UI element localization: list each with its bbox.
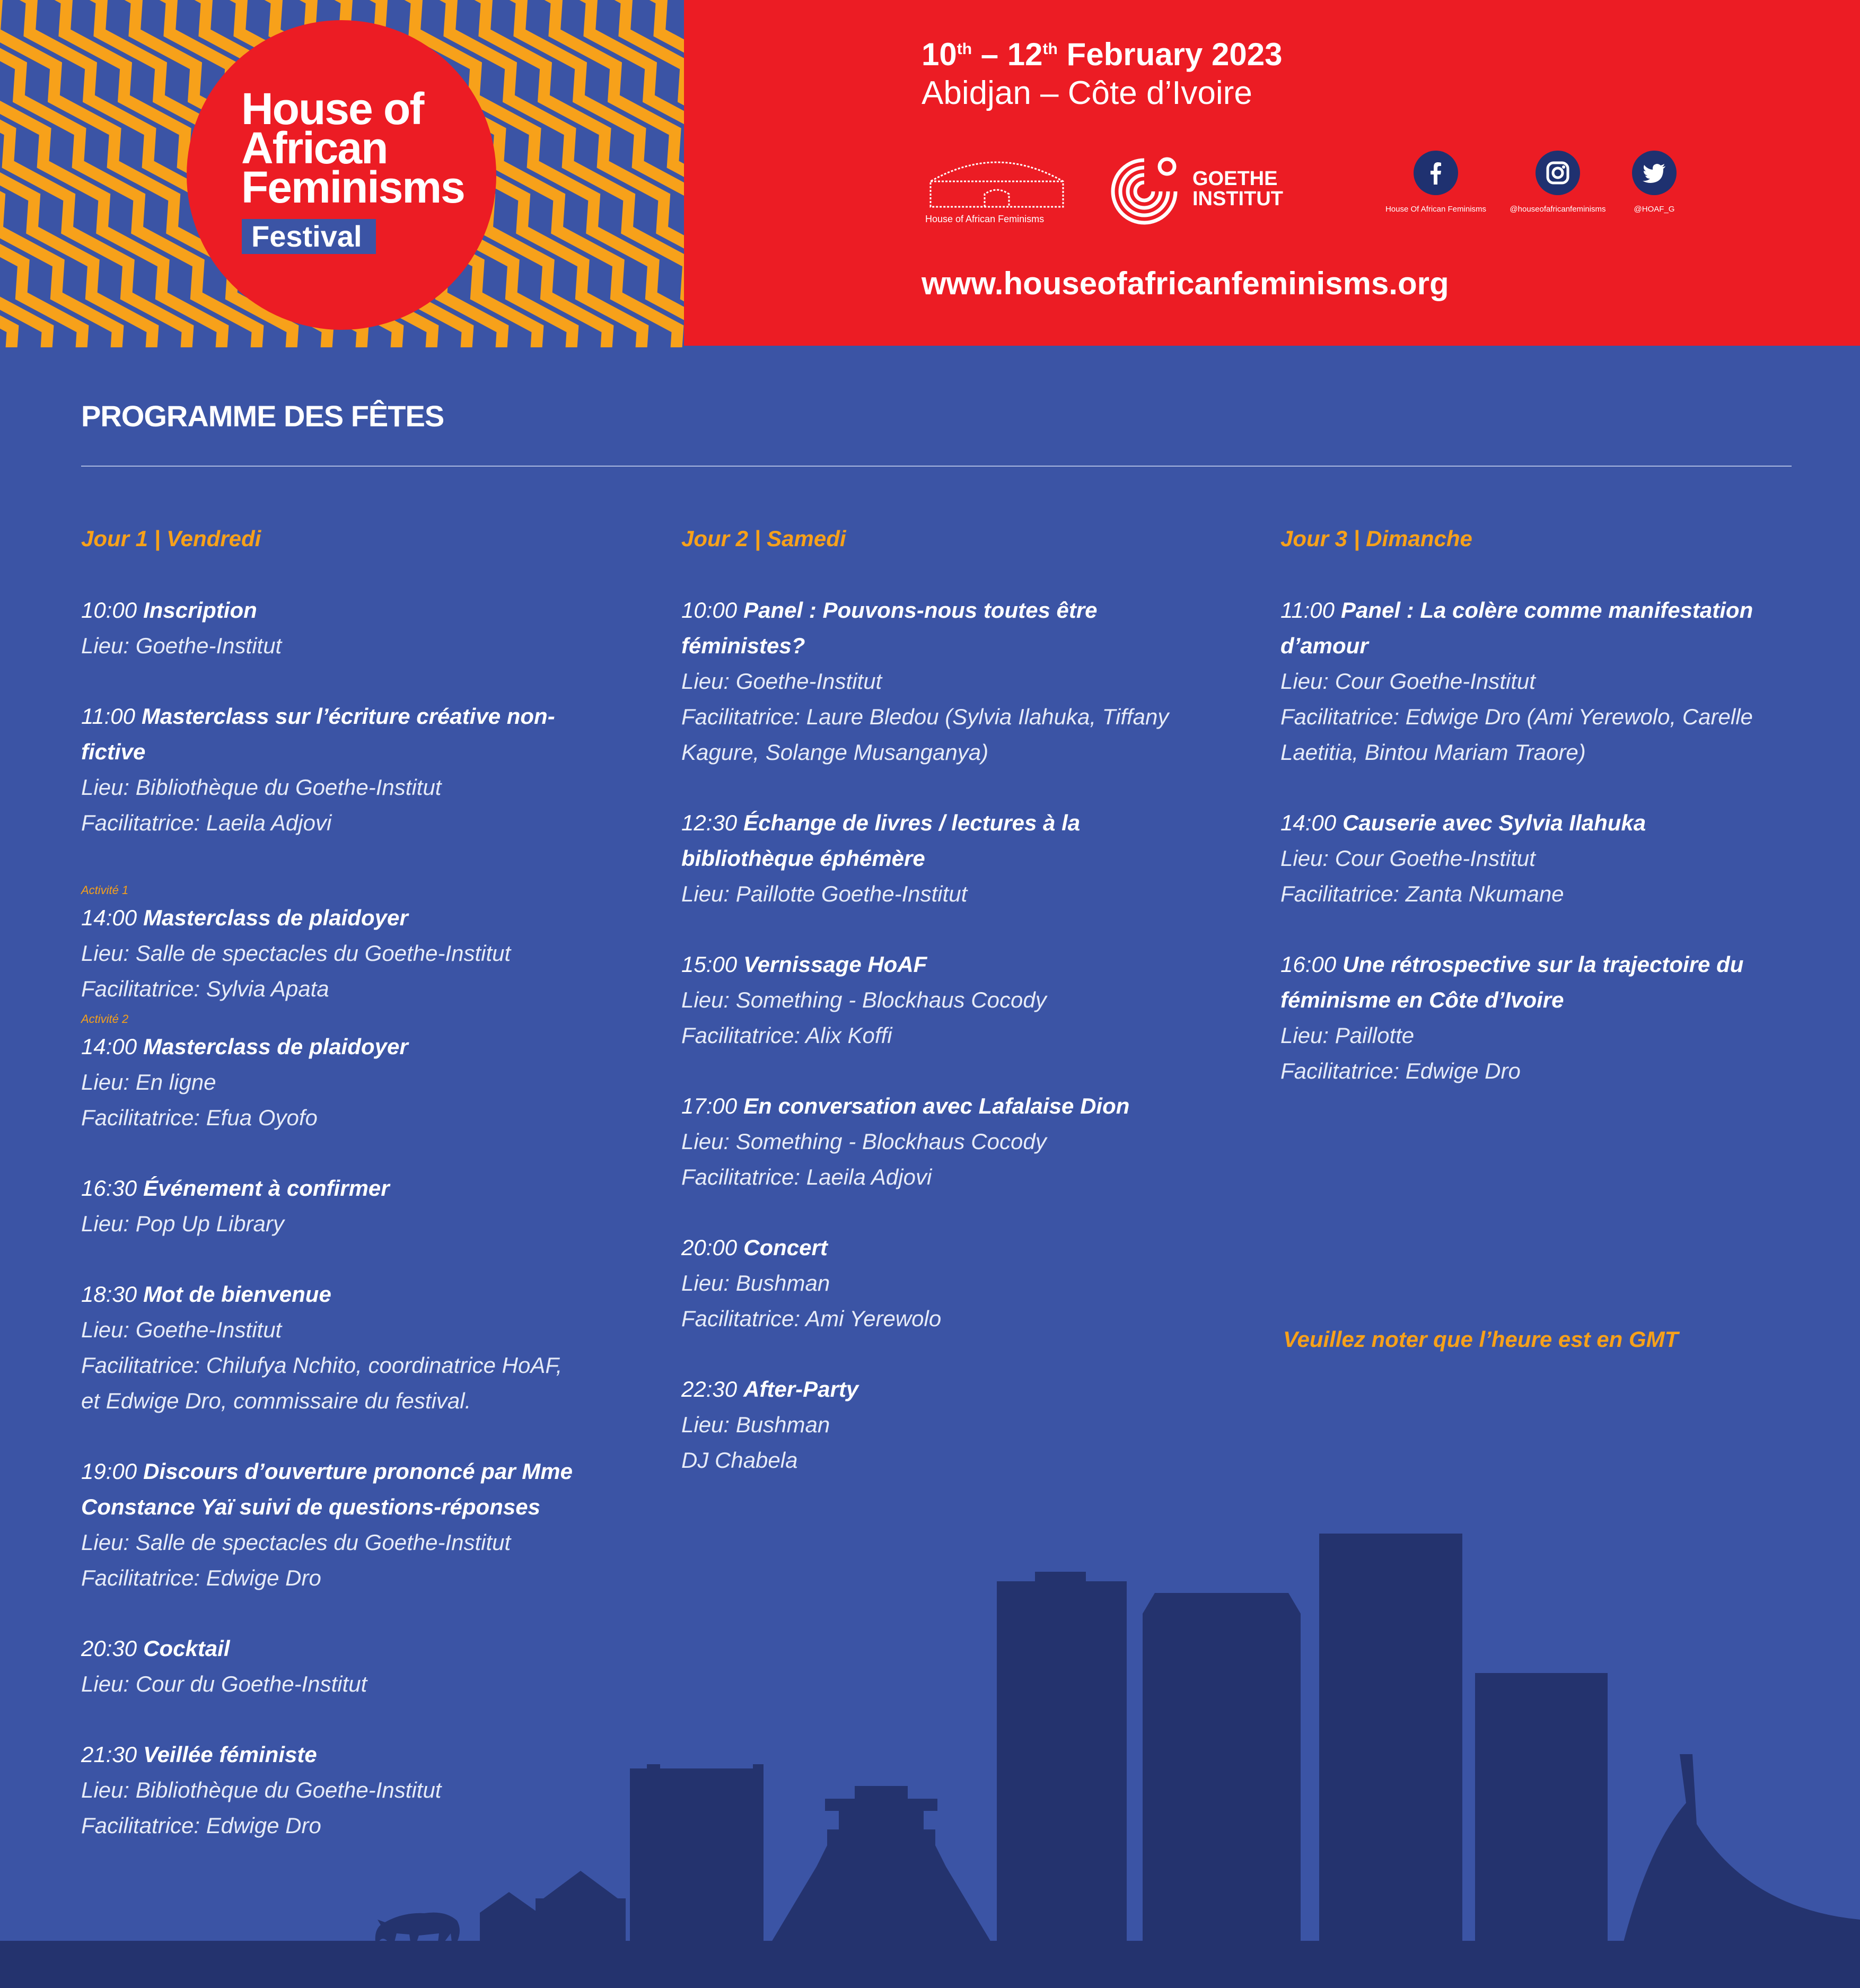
event-time: 22:30 [681, 1377, 738, 1402]
event-title: En conversation avec Lafalaise Dion [743, 1093, 1130, 1118]
event-detail: Facilitatrice: Chilufya Nchito, coordinatrice HoAF, [81, 1353, 563, 1378]
event-detail: Lieu: Goethe-Institut [81, 633, 282, 658]
event-detail: Facilitatrice: Laeila Adjovi [81, 810, 332, 835]
event-time: 18:30 [81, 1282, 137, 1307]
tower-2 [1143, 1593, 1301, 1942]
twitter-icon[interactable] [1632, 151, 1677, 195]
event-detail: Facilitatrice: Ami Yerewolo [681, 1306, 942, 1331]
logo-title-line-2: African [241, 123, 388, 173]
goethe-wordmark-line-2: INSTITUT [1192, 188, 1283, 210]
event-title: Masterclass de plaidoyer [143, 905, 408, 930]
event-time: 19:00 [81, 1459, 137, 1484]
event-item [81, 1276, 611, 1418]
event-item [681, 1088, 1212, 1195]
event-detail: Lieu: En ligne [81, 1070, 216, 1094]
event-time: 10:00 [681, 598, 738, 623]
event-time: 14:00 [81, 905, 137, 930]
twitter-glyph [1641, 160, 1668, 186]
instagram-icon[interactable] [1536, 151, 1580, 195]
website-link[interactable]: www.houseofafricanfeminisms.org [922, 266, 1449, 301]
event-item [1280, 805, 1811, 912]
facebook-handle[interactable]: House Of African Feminisms [1385, 205, 1487, 214]
pagoda-building [771, 1786, 991, 1942]
goethe-institut-icon [1104, 152, 1184, 231]
event-location: Abidjan – Côte d’Ivoire [922, 75, 1252, 111]
event-heading [81, 900, 611, 935]
event-time: 10:00 [81, 598, 137, 623]
programme-title: PROGRAMME DES FÊTES [81, 399, 444, 433]
event-heading [681, 1230, 1212, 1265]
event-heading [81, 1170, 611, 1206]
event-detail: Lieu: Bushman [681, 1412, 830, 1437]
event-title: Masterclass de plaidoyer [143, 1034, 408, 1059]
event-title: Événement à confirmer [143, 1176, 390, 1201]
social-twitter[interactable] [1585, 151, 1723, 214]
tower-4 [1475, 1673, 1608, 1942]
event-item [681, 947, 1212, 1053]
event-time: 21:30 [81, 1742, 137, 1767]
event-detail: Lieu: Salle de spectacles du Goethe-Institut [81, 941, 511, 966]
event-dates [922, 36, 1282, 73]
event-item [1280, 947, 1811, 1089]
event-detail: Lieu: Cour du Goethe-Institut [81, 1671, 367, 1696]
small-house-1 [480, 1892, 538, 1942]
event-time: 14:00 [1280, 810, 1337, 835]
festival-logo-badge: Festival [242, 219, 376, 254]
event-detail: Facilitatrice: Efua Oyofo [81, 1105, 318, 1130]
event-title: Vernissage HoAF [743, 952, 927, 977]
festival-logo-title [241, 84, 464, 212]
cathedral-spire [1624, 1754, 1860, 1942]
event-detail: Lieu: Bibliothèque du Goethe-Institut [81, 1777, 442, 1802]
instagram-handle[interactable]: @houseofafricanfeminisms [1510, 205, 1606, 214]
event-title: Inscription [143, 598, 257, 623]
date-end-day: 12 [1007, 37, 1043, 72]
small-house-2 [536, 1871, 626, 1942]
hoaf-partner-logo [925, 148, 1068, 225]
date-month-year: February 2023 [1057, 37, 1283, 72]
event-detail: Lieu: Bibliothèque du Goethe-Institut [81, 775, 442, 800]
section-divider [81, 466, 1792, 467]
event-detail: Lieu: Cour Goethe-Institut [1280, 846, 1536, 871]
event-time: 20:30 [81, 1636, 137, 1661]
event-heading [81, 1276, 611, 1312]
event-item [81, 883, 611, 1006]
instagram-glyph [1545, 160, 1571, 186]
event-item [681, 1230, 1212, 1336]
event-detail: Facilitatrice: Edwige Dro [1280, 1058, 1521, 1083]
event-detail: Lieu: Bushman [681, 1271, 830, 1295]
day-1-label: Jour 1 | Vendredi [81, 526, 261, 551]
event-detail: Lieu: Paillotte Goethe-Institut [681, 881, 968, 906]
event-detail: et Edwige Dro, commissaire du festival. [81, 1388, 471, 1413]
hoaf-building-icon [925, 148, 1068, 212]
event-heading [81, 1453, 611, 1525]
event-detail: Facilitatrice: Alix Koffi [681, 1023, 892, 1048]
day-2-column [681, 521, 1212, 1513]
event-heading [81, 1029, 611, 1064]
event-detail: Lieu: Something - Blockhaus Cocody [681, 1129, 1047, 1154]
event-time: 20:00 [681, 1235, 738, 1260]
logo-title-line-1: House of [241, 84, 424, 134]
facebook-glyph [1423, 160, 1449, 186]
event-title: Panel : Pouvons-nous toutes être féministes? [681, 598, 1098, 658]
event-time: 12:30 [681, 810, 738, 835]
event-detail: Facilitatrice: Laure Bledou (Sylvia Ilahuka, Tiffany [681, 704, 1169, 729]
event-heading [681, 1088, 1212, 1124]
event-item [81, 1170, 611, 1241]
event-detail: Lieu: Goethe-Institut [81, 1317, 282, 1342]
day-3-column [1280, 521, 1811, 1124]
event-detail: Facilitatrice: Laeila Adjovi [681, 1164, 932, 1189]
day-2-label: Jour 2 | Samedi [681, 526, 846, 551]
event-detail: Facilitatrice: Edwige Dro (Ami Yerewolo, Carelle [1280, 704, 1753, 729]
event-detail: Lieu: Goethe-Institut [681, 669, 882, 694]
city-skyline-illustration [0, 1527, 1860, 1988]
social-facebook[interactable] [1367, 151, 1505, 214]
event-time: 14:00 [81, 1034, 137, 1059]
date-end-suffix: th [1042, 40, 1058, 58]
event-heading [1280, 805, 1811, 840]
date-separator: – [972, 37, 1007, 72]
event-detail: Kagure, Solange Musanganya) [681, 740, 989, 765]
event-title: Causerie avec Sylvia Ilahuka [1343, 810, 1646, 835]
rhino-silhouette [375, 1913, 460, 1942]
event-title: Mot de bienvenue [143, 1282, 331, 1307]
event-time: 16:30 [81, 1176, 137, 1201]
goethe-wordmark-line-1: GOETHE [1192, 168, 1278, 190]
event-detail: Facilitatrice: Sylvia Apata [81, 976, 329, 1001]
event-item [681, 1371, 1212, 1478]
event-item [681, 805, 1212, 912]
event-detail: Facilitatrice: Edwige Dro [81, 1813, 321, 1838]
tower-3 [1319, 1534, 1462, 1942]
event-item [681, 592, 1212, 770]
event-title: Masterclass sur l’écriture créative non-fictive [81, 704, 555, 764]
event-detail: Laetitia, Bintou Mariam Traore) [1280, 740, 1586, 765]
event-detail: Lieu: Salle de spectacles du Goethe-Institut [81, 1530, 511, 1555]
activity-label: Activité 2 [81, 1012, 129, 1026]
hoaf-partner-caption: House of African Feminisms [925, 214, 1045, 224]
activity-label: Activité 1 [81, 883, 129, 897]
event-heading [1280, 947, 1811, 1018]
event-title: Panel : La colère comme manifestation d’amour [1280, 598, 1753, 658]
event-time: 17:00 [681, 1093, 738, 1118]
event-title: Concert [743, 1235, 828, 1260]
event-detail: Facilitatrice: Edwige Dro [81, 1565, 321, 1590]
event-title: Échange de livres / lectures à la bibliothèque éphémère [681, 810, 1081, 871]
timezone-note: Veuillez noter que l’heure est en GMT [1283, 1327, 1679, 1352]
event-detail: Facilitatrice: Zanta Nkumane [1280, 881, 1564, 906]
event-item [81, 592, 611, 663]
logo-title-line-3: Feminisms [241, 162, 464, 212]
event-heading [1280, 592, 1811, 663]
event-title: Veillée féministe [143, 1742, 317, 1767]
facebook-icon[interactable] [1414, 151, 1458, 195]
day-3-label: Jour 3 | Dimanche [1280, 526, 1472, 551]
event-heading [681, 947, 1212, 982]
event-heading [81, 698, 611, 769]
ground-strip [0, 1941, 1860, 1988]
twitter-handle[interactable]: @HOAF_G [1634, 205, 1675, 214]
event-detail: Lieu: Cour Goethe-Institut [1280, 669, 1536, 694]
event-detail: Lieu: Something - Blockhaus Cocody [681, 987, 1047, 1012]
event-time: 11:00 [81, 704, 135, 729]
event-title: After-Party [743, 1377, 859, 1402]
event-heading [681, 805, 1212, 876]
event-time: 16:00 [1280, 952, 1337, 977]
date-start-suffix: th [957, 40, 972, 58]
event-detail: Lieu: Paillotte [1280, 1023, 1415, 1048]
building-1 [630, 1764, 764, 1942]
event-time: 15:00 [681, 952, 738, 977]
event-detail: Lieu: Pop Up Library [81, 1211, 284, 1236]
event-heading [81, 592, 611, 628]
event-heading [681, 592, 1212, 663]
tower-1 [997, 1572, 1127, 1942]
event-detail: DJ Chabela [681, 1448, 798, 1473]
event-item [81, 1012, 611, 1135]
event-title: Cocktail [143, 1636, 230, 1661]
event-title: Discours d’ouverture prononcé par Mme Constance Yaï suivi de questions-réponses [81, 1459, 573, 1519]
date-start-day: 10 [922, 37, 957, 72]
event-item [81, 698, 611, 840]
goethe-partner-logo [1104, 152, 1283, 234]
event-heading [681, 1371, 1212, 1407]
event-title: Une rétrospective sur la trajectoire du féminisme en Côte d’Ivoire [1280, 952, 1744, 1012]
event-item [1280, 592, 1811, 770]
event-time: 11:00 [1280, 598, 1335, 623]
